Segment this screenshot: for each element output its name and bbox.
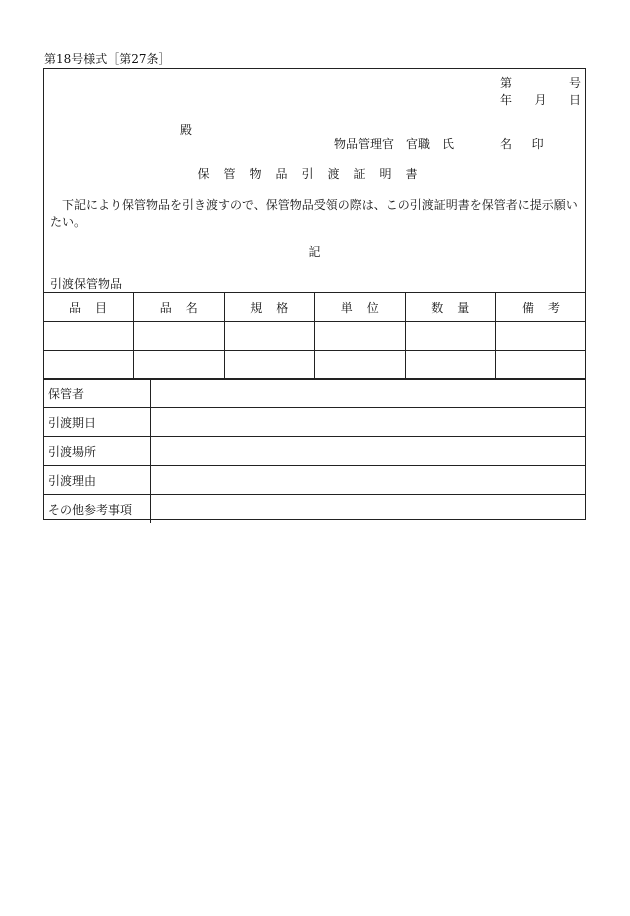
header-item-name: 品名 <box>134 293 225 322</box>
items-header-row <box>43 293 586 322</box>
info-value[interactable] <box>151 437 587 466</box>
table-cell[interactable] <box>405 322 496 351</box>
info-label: 引渡理由 <box>43 466 151 495</box>
info-value[interactable] <box>151 466 587 495</box>
info-row-custodian <box>43 379 586 408</box>
header-quantity: 数量 <box>405 293 496 322</box>
name-label: 名 <box>500 137 513 151</box>
info-label: その他参考事項 <box>43 495 151 524</box>
table-cell[interactable] <box>224 322 315 351</box>
ki-heading: 記 <box>308 245 321 259</box>
info-row-delivery-date <box>43 408 586 437</box>
document-title: 保管物品引渡証明書 <box>197 167 432 181</box>
body-text: 下記により保管物品を引き渡すので、保管物品受領の際は、この引渡証明書を保管者に提示願いたい。 <box>50 198 578 229</box>
table-cell[interactable] <box>43 322 134 351</box>
info-value[interactable] <box>151 379 587 408</box>
month-label: 月 <box>534 93 547 107</box>
info-row-delivery-place <box>43 437 586 466</box>
table-cell[interactable] <box>496 351 587 380</box>
officer-label: 物品管理官 官職 氏 <box>334 137 455 151</box>
info-row-other-notes <box>43 495 586 524</box>
header-remarks: 備考 <box>496 293 587 322</box>
info-table <box>43 378 586 523</box>
table-cell[interactable] <box>496 322 587 351</box>
info-row-delivery-reason <box>43 466 586 495</box>
header-item-category: 品目 <box>43 293 134 322</box>
year-label: 年 <box>500 93 513 107</box>
name-seal <box>500 135 544 152</box>
number-suffix: 号 <box>568 76 581 90</box>
table-cell[interactable] <box>134 351 225 380</box>
form-number: 第18号様式［第27条］ <box>44 52 171 66</box>
table-cell[interactable] <box>224 351 315 380</box>
certificate-frame <box>43 68 586 520</box>
issue-date <box>500 91 581 108</box>
table-cell[interactable] <box>315 322 406 351</box>
table-row <box>43 351 586 380</box>
header-spec: 規格 <box>224 293 315 322</box>
table-row <box>43 322 586 351</box>
table-cell[interactable] <box>405 351 496 380</box>
info-label: 引渡期日 <box>43 408 151 437</box>
seal-label: 印 <box>531 137 544 151</box>
info-label: 引渡場所 <box>43 437 151 466</box>
info-value[interactable] <box>151 495 587 524</box>
info-label: 保管者 <box>43 379 151 408</box>
table-cell[interactable] <box>134 322 225 351</box>
table-cell[interactable] <box>43 351 134 380</box>
info-value[interactable] <box>151 408 587 437</box>
table-cell[interactable] <box>315 351 406 380</box>
section-label: 引渡保管物品 <box>50 277 123 291</box>
addressee-suffix: 殿 <box>180 123 193 137</box>
header-unit: 単位 <box>315 293 406 322</box>
number-prefix: 第 <box>500 76 513 90</box>
document-number <box>500 74 581 91</box>
day-label: 日 <box>568 93 581 107</box>
items-table <box>43 292 586 380</box>
